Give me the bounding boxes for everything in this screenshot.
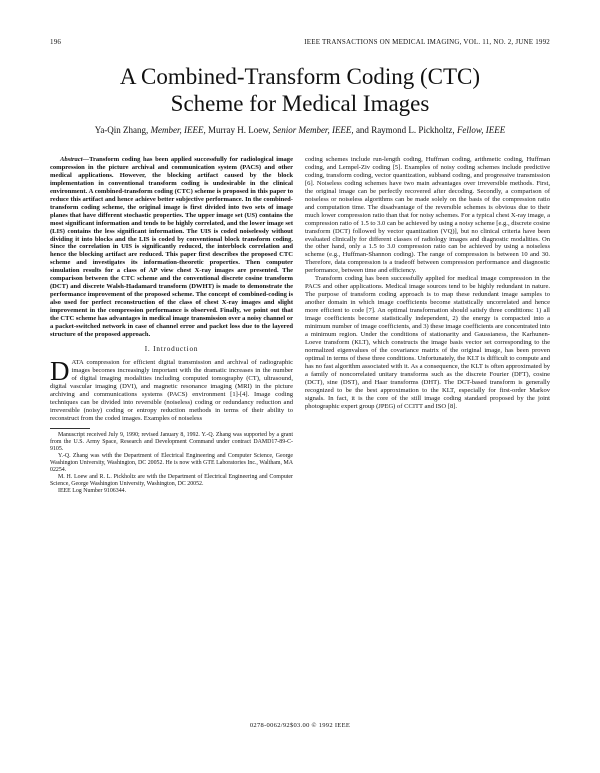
author-1-name: Ya-Qin Zhang, [94, 125, 149, 135]
intro-text: ATA compression for efficient digital transmission and archival of radiographic images becomes increasingly important with the dramatic increases in the number of digital imaging modalities including computed tomography (CT), ultrasound, digital vascular imaging (DVI), and magnetic resonance imaging (MRI) in the picture archiving and communications systems (PACS) environment [1]-[4]. Image coding techniques can be divided into reversible (noiseless) coding or redundancy reduction and irreversible (noisy) coding or entropy reduction methods in terms of their ability to reconstruct from the coded images. Examples of noiseless [50, 358, 293, 422]
footnote-zhang: Y.-Q. Zhang was with the Department of Electrical Engineering and Computer Science, George Washington University, Washington, DC 20052. He is now with GTE Laboratories Inc., Waltham, MA 02254. [50, 452, 293, 473]
abstract-label: Abstract— [60, 156, 90, 163]
copyright-code: 0278-0062/92$03.00 © 1992 IEEE [249, 722, 351, 729]
author-2-name: Murray H. Loew, [208, 125, 271, 135]
abstract [50, 156, 293, 339]
footnote-log-number: IEEE Log Number 9106344. [58, 488, 127, 495]
author-3-name: Raymond L. Pickholtz, [371, 125, 455, 135]
footnotes [50, 432, 293, 496]
footnote-loew-pickholtz: M. H. Loew and R. L. Pickholtz are with the Department of Electrical Engineering and Computer Science, George Washington University, Washington, DC 20052. [50, 474, 293, 488]
running-header [50, 38, 550, 50]
journal-header: IEEE TRANSACTIONS ON MEDICAL IMAGING, VOL. 11, NO. 2, JUNE 1992 [304, 38, 550, 46]
left-column [50, 156, 293, 495]
section-heading-introduction: I. Introduction [144, 344, 199, 353]
author-and: and [355, 125, 369, 135]
title-line-2: Scheme for Medical Images [170, 91, 430, 116]
title-line-1: A Combined-Transform Coding (CTC) [119, 64, 481, 89]
abstract-text: Transform coding has been applied successfully for radiological image compression in the picture archival and communication system (PACS) and other medical applications. However, the blocking artifact caused by the block implementation in conventional transform coding is undesirable in the clinical environment. A combined-transform coding (CTC) scheme is proposed in this paper to reduce this artifact and hence achieve better subjective performance. In the combined-transform coding scheme, the original image is first divided into two sets of image planes that have different stochastic properties. The upper image set (US) contains the most significant information and tends to be highly correlated, and the lower image set (LIS) contains the less significant information. The UIS is coded noiselessly without dividing it into blocks and the LIS is coded by conventional block transform coding. Since the correlation in UIS is significantly reduced, the interblock correlation and hence the blocking artifact are reduced. This paper first describes the proposed CTC scheme and investigates its information-theoretic properties. Then computer simulation results for a class of AP view chest X-ray images are presented. The comparison between the CTC scheme and the conventional discrete cosine transform (DCT) and discrete Walsh-Hadamard transform (DWHT) is made to demonstrate the performance improvement of the proposed scheme. The concept of combined-coding is also used for perfect reconstruction of the class of chest X-ray images and slight improvement in the compression performance is observed. Finally, we point out that the CTC scheme has advantages in medical image transmission over a noisy channel or a packet-switched network in case of channel error and packet loss due to the layered structure of the proposed approach. [50, 156, 293, 338]
paper-title [40, 63, 560, 117]
right-paragraph-1: coding schemes include run-length coding, Huffman coding, arithmetic coding, Huffman coding, and Lempel-Ziv coding [5]. Examples of noisy coding schemes include predictive coding, transform coding, vector quantization, subband coding, and progressive transmission [6]. Noiseless coding schemes have two main advantages over irreversible methods. First, the original image can be perfectly recovered after decoding. Secondly, a comparison of noiseless or noiseless algorithms can be made solely on the basis of the compression ratio and computation time. The disadvantage of the reversible schemes is obvious due to their much lower compression ratio than that for noisy schemes. For a typical chest X-ray image, a compression ratio of 1.5 to 3.0 can be achieved by using a noisy scheme [e.g., discrete cosine transform (DCT) followed by vector quantization (VQ)], but no clinical criteria have been evaluated clinically for different classes of radiology images and diagnostic modalities. On the other hand, only a 1.5 to 3.0 compression ratio can be achieved by using a noiseless scheme (e.g., Huffman-Shannon coding). The range of compression is between 10 and 30. Therefore, data compression is a tradeoff between compression performance and diagnostic performance, between time and efficiency. [305, 156, 550, 275]
author-3-role: Fellow, IEEE [456, 125, 506, 135]
right-column [305, 156, 550, 411]
intro-paragraph [50, 355, 293, 423]
author-2-role: Senior Member, IEEE, [272, 125, 354, 135]
drop-cap: D [50, 355, 70, 386]
page-number: 196 [50, 38, 62, 46]
author-line [40, 125, 560, 136]
author-1-role: Member, IEEE, [150, 125, 206, 135]
footnote-rule [50, 428, 90, 429]
footnote-manuscript: Manuscript received July 9, 1990; revised January 8, 1992. Y.-Q. Zhang was supported by a grant from the U.S. Army Space, Research and Development Command under contract DAMD17-89-C-9105. [50, 431, 293, 452]
right-paragraph-2: Transform coding has been successfully applied for medical image compression in the PACS and other applications. Medical image sources tend to be highly redundant in nature. The purpose of transform coding approach is to map these redundant image samples to another domain in which image coefficients become statistically uncorrelated and hence more efficient to code [7]. An optimal transformation should satisfy three conditions: 1) all image coefficients become statistically independent, 2) the energy is compacted into a minimum number of image coefficients, and 3) these image coefficients are concentrated into a minimum region. Under the conditions of stationarity and Gaussianess, the Karhunen-Loeve transform (KLT), which constructs the image basis vector set corresponding to the normalized eigenvalues of the covariance matrix of the original image, has been proven optimal in terms of these three conditions. Unfortunately, the KLT is difficult to compute and has no fast algorithm associated with it. As a consequence, the KLT is often approximated by a family of noncorrelated unitary transforms such as the discrete Fourier (DFT), cosine (DCT), sine (DST), and Haar transforms (DHT). The DCT-based transform is generally recognized to be the best approximation to the KLT, especially for first-order Markov signals. In fact, it is the core of the still image coding standard proposed by the joint photographic expert group (JPEG) of CCITT and ISO [8]. [305, 275, 550, 410]
